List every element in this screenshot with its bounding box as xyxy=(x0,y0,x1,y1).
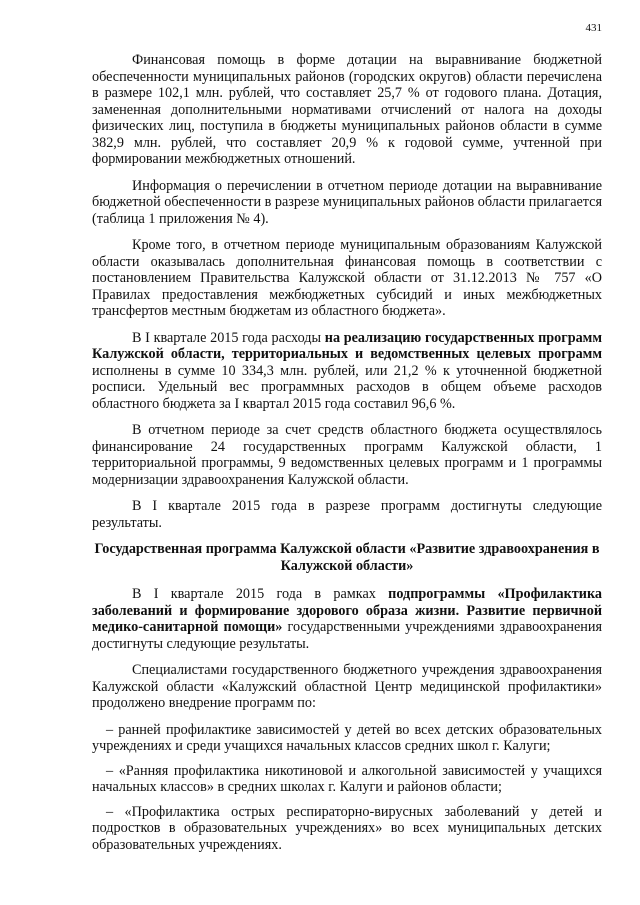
text-run: В I квартале 2015 года расходы xyxy=(132,329,325,346)
document-body xyxy=(92,52,602,861)
list-item: – «Ранняя профилактика никотиновой и алкогольной зависимостей у учащихся начальных классов» в средних школах г. Калуги и районов области; xyxy=(92,762,602,795)
paragraph-specialists: Специалистами государственного бюджетного учреждения здравоохранения Калужской области «Калужский областной Центр медицинской профилактики» продолжено внедрение программ по: xyxy=(92,662,602,711)
list-item: – «Профилактика острых респираторно-вирусных заболеваний у детей и подростков в образовательных учреждениях» во всех муниципальных детских образовательных учреждениях. xyxy=(92,803,602,853)
text-run: В I квартале 2015 года в рамках xyxy=(132,586,389,602)
section-heading: Государственная программа Калужской области «Развитие здравоохранения в Калужской области» xyxy=(94,541,600,574)
paragraph-financial-aid: Финансовая помощь в форме дотации на выравнивание бюджетной обеспеченности муниципальных районов (городских округов) области перечислена в размере 102,1 млн. рублей, что составляет 25,7 % от годового плана. Дотация, замененная дополнительными нормативами отчислений от налога на доходы физических лиц, поступила в бюджеты муниципальных районов области в сумме 382,9 млн. рублей, что составляет 20,9 % к годовой сумме, учтенной при формировании межбюджетных отношений. xyxy=(92,52,602,167)
paragraph-program-expenses xyxy=(92,330,602,413)
text-run: исполнены в сумме 10 334,3 млн. рублей, или 21,2 % к уточненной бюджетной росписи. Удельный вес программных расходов в общем объеме расходов областного бюджета за I квартал 2015 года составил 96,6 %. xyxy=(92,362,602,412)
paragraph-subprogram xyxy=(92,586,602,652)
paragraph-additional-aid: Кроме того, в отчетном периоде муниципальным образованиям Калужской области оказывалась дополнительная финансовая помощь в соответствии с постановлением Правительства Калужской области от 31.12.2013 № 757 «О Правилах предоставления межбюджетных субсидий и иных межбюджетных трансфертов местным бюджетам из областного бюджета». xyxy=(92,237,602,319)
paragraph-program-financing: В отчетном периоде за счет средств областного бюджета осуществлялось финансирование 24 государственных программ Калужской области, 1 территориальной программы, 9 ведомственных целевых программ и 1 программы модернизации здравоохранения Калужской области. xyxy=(92,422,602,488)
list-item: – ранней профилактике зависимостей у детей во всех детских образовательных учреждениях и среди учащихся начальных классов средних школ г. Калуги; xyxy=(92,721,602,754)
paragraph-subsidy-info: Информация о перечислении в отчетном периоде дотации на выравнивание бюджетной обеспеченности в разрезе муниципальных районов области прилагается (таблица 1 приложения № 4). xyxy=(92,177,602,227)
bold-text-run: подпрограммы «Профилактика заболеваний и формирование здорового образа жизни. Развитие первичной медико-санитарной помощи» xyxy=(92,586,602,635)
page-number: 431 xyxy=(585,22,602,34)
paragraph-results-intro: В I квартале 2015 года в разрезе программ достигнуты следующие результаты. xyxy=(92,498,602,531)
text-run: государственными учреждениями здравоохранения достигнуты следующие результаты. xyxy=(92,619,602,652)
bold-text-run: на реализацию государственных программ Калужской области, территориальных и ведомственных целевых программ xyxy=(92,329,603,362)
